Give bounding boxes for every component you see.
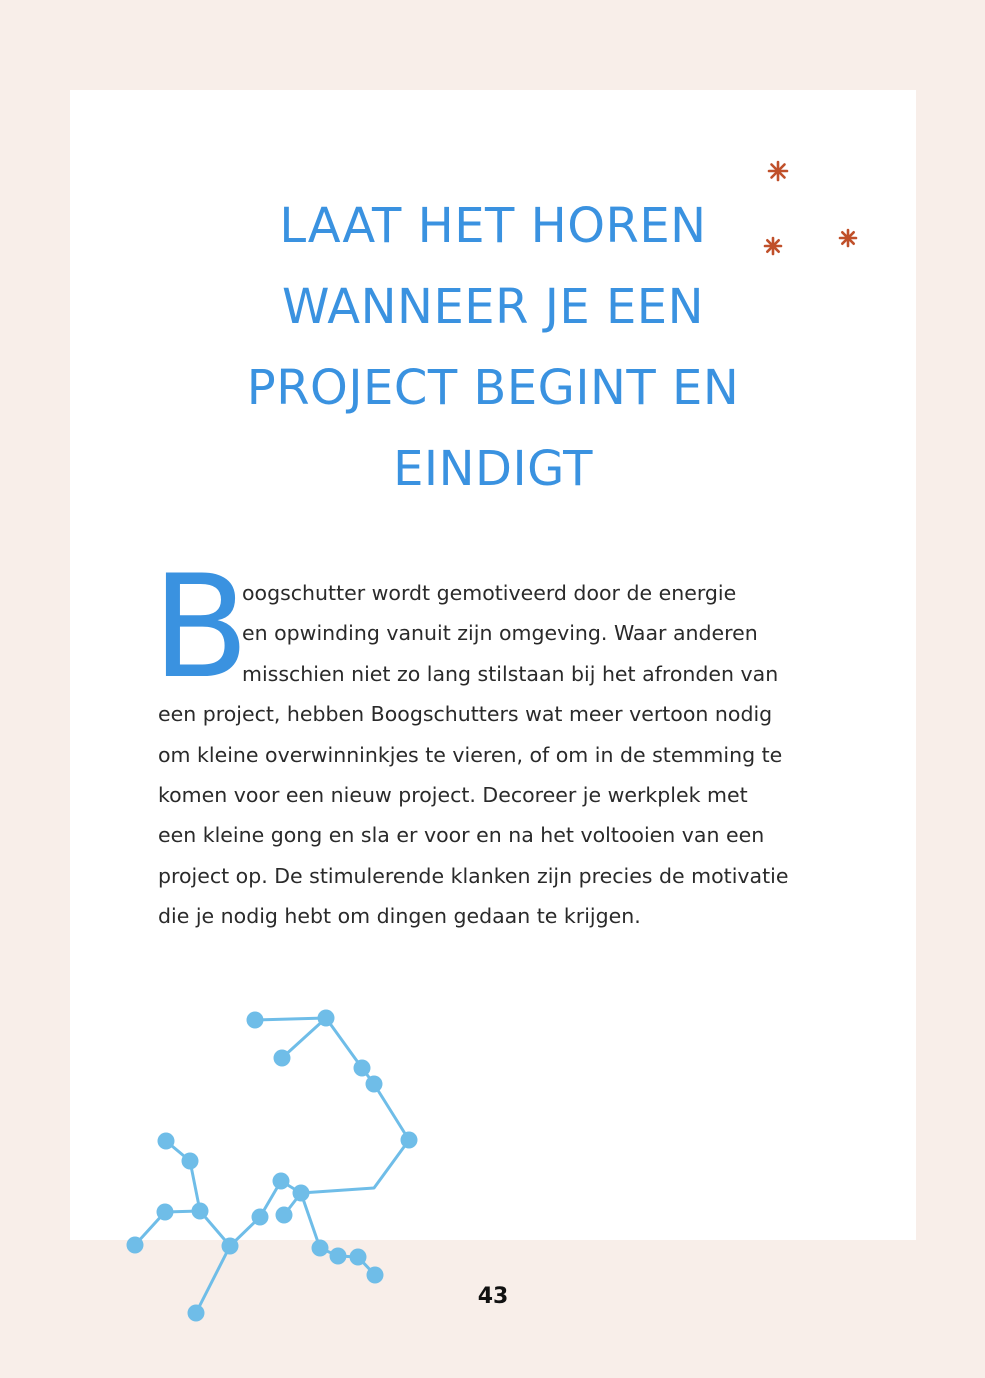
title-line: WANNEER JE EEN <box>281 279 705 335</box>
title-line: LAAT HET HOREN <box>279 198 707 254</box>
title-line: PROJECT BEGINT EN <box>246 360 740 416</box>
paragraph-line: die je nodig hebt om dingen gedaan te krijgen. <box>158 904 641 929</box>
paragraph-line: komen voor een nieuw project. Decoreer je werkplek met <box>158 783 748 808</box>
paragraph-line: en opwinding vanuit zijn omgeving. Waar anderen <box>242 621 758 646</box>
page-number: 43 <box>477 1284 509 1309</box>
constellation-stars <box>127 1010 418 1322</box>
paragraph-line: een kleine gong en sla er voor en na het voltooien van een <box>158 823 765 848</box>
title-line: EINDIGT <box>393 441 593 497</box>
paragraph-line: om kleine overwinninkjes te vieren, of om in de stemming te <box>158 742 783 767</box>
paragraph-line: misschien niet zo lang stilstaan bij het afronden van <box>242 661 779 686</box>
drop-cap: B <box>152 545 250 710</box>
paragraph-line: oogschutter wordt gemotiveerd door de energie <box>242 581 737 605</box>
paragraph-line: een project, hebben Boogschutters wat meer vertoon nodig <box>158 702 773 727</box>
paragraph-line: project op. De stimulerende klanken zijn precies de motivatie <box>158 863 789 888</box>
